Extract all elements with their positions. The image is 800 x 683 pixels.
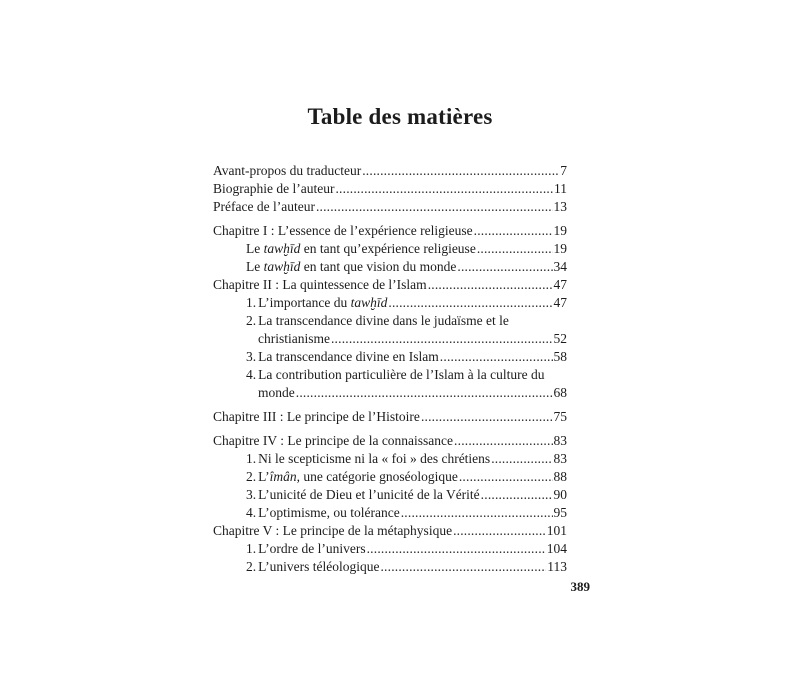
toc-subentry: Le tawḫīd en tant que vision du monde ..... 34 bbox=[213, 258, 567, 276]
toc-subentry: 3. L’unicité de Dieu et l’unicité de la Vérité ..... 90 bbox=[213, 486, 567, 504]
toc-entry-avant-propos: Avant-propos du traducteur ..... 7 bbox=[213, 162, 567, 180]
toc-subentry: 2. La transcendance divine dans le judaïsme et le christianisme ..... 52 bbox=[213, 312, 567, 348]
toc-page-number: 19 bbox=[553, 241, 567, 256]
toc-entry-chapitre-5: Chapitre V : Le principe de la métaphysique ..... 101 bbox=[213, 522, 567, 540]
toc-page-number: 47 bbox=[553, 295, 567, 310]
toc-entry-chapitre-1: Chapitre I : L’essence de l’expérience religieuse ..... 19 bbox=[213, 222, 567, 240]
table-of-contents bbox=[213, 162, 567, 576]
toc-page-number: 7 bbox=[560, 163, 567, 178]
toc-page-number: 11 bbox=[554, 181, 567, 196]
toc-page-number: 104 bbox=[546, 541, 567, 556]
toc-page-number: 113 bbox=[547, 559, 567, 574]
toc-subentry: 1. L’importance du tawḫīd ..... 47 bbox=[213, 294, 567, 312]
toc-page-number: 34 bbox=[553, 259, 567, 274]
toc-entry-chapitre-2: Chapitre II : La quintessence de l’Islam ..... 47 bbox=[213, 276, 567, 294]
toc-page-number: 90 bbox=[553, 487, 567, 502]
toc-page-number: 101 bbox=[546, 523, 567, 538]
toc-page-number: 68 bbox=[553, 385, 567, 400]
page-number: 389 bbox=[570, 579, 590, 594]
toc-entry-chapitre-4: Chapitre IV : Le principe de la connaissance ..... 83 bbox=[213, 432, 567, 450]
toc-subentry: Le tawḫīd en tant qu’expérience religieuse ..... 19 bbox=[213, 240, 567, 258]
toc-entry-biographie: Biographie de l’auteur ..... 11 bbox=[213, 180, 567, 198]
toc-entry-chapitre-3: Chapitre III : Le principe de l’Histoire ..... 75 bbox=[213, 408, 567, 426]
toc-subentry: 1. Ni le scepticisme ni la « foi » des chrétiens ..... 83 bbox=[213, 450, 567, 468]
toc-page-number: 83 bbox=[553, 433, 567, 448]
toc-page-number: 13 bbox=[553, 199, 567, 214]
toc-subentry: 3. La transcendance divine en Islam ..... 58 bbox=[213, 348, 567, 366]
page-title: Table des matières bbox=[307, 104, 493, 129]
toc-subentry: 1. L’ordre de l’univers ..... 104 bbox=[213, 540, 567, 558]
toc-page-number: 75 bbox=[553, 409, 567, 424]
toc-page-number: 47 bbox=[553, 277, 567, 292]
toc-subentry: 2. L’îmân, une catégorie gnoséologique ..... 88 bbox=[213, 468, 567, 486]
toc-subentry: 4. La contribution particulière de l’Islam à la culture du monde ..... 68 bbox=[213, 366, 567, 402]
toc-page-number: 58 bbox=[553, 349, 567, 364]
toc-page-number: 88 bbox=[553, 469, 567, 484]
toc-page-number: 52 bbox=[553, 331, 567, 346]
toc-entry-preface: Préface de l’auteur ..... 13 bbox=[213, 198, 567, 216]
toc-page-number: 95 bbox=[553, 505, 567, 520]
toc-page-number: 83 bbox=[553, 451, 567, 466]
toc-page-number: 19 bbox=[553, 223, 567, 238]
toc-subentry: 2. L’univers téléologique ..... 113 bbox=[213, 558, 567, 576]
toc-subentry: 4. L’optimisme, ou tolérance ..... 95 bbox=[213, 504, 567, 522]
